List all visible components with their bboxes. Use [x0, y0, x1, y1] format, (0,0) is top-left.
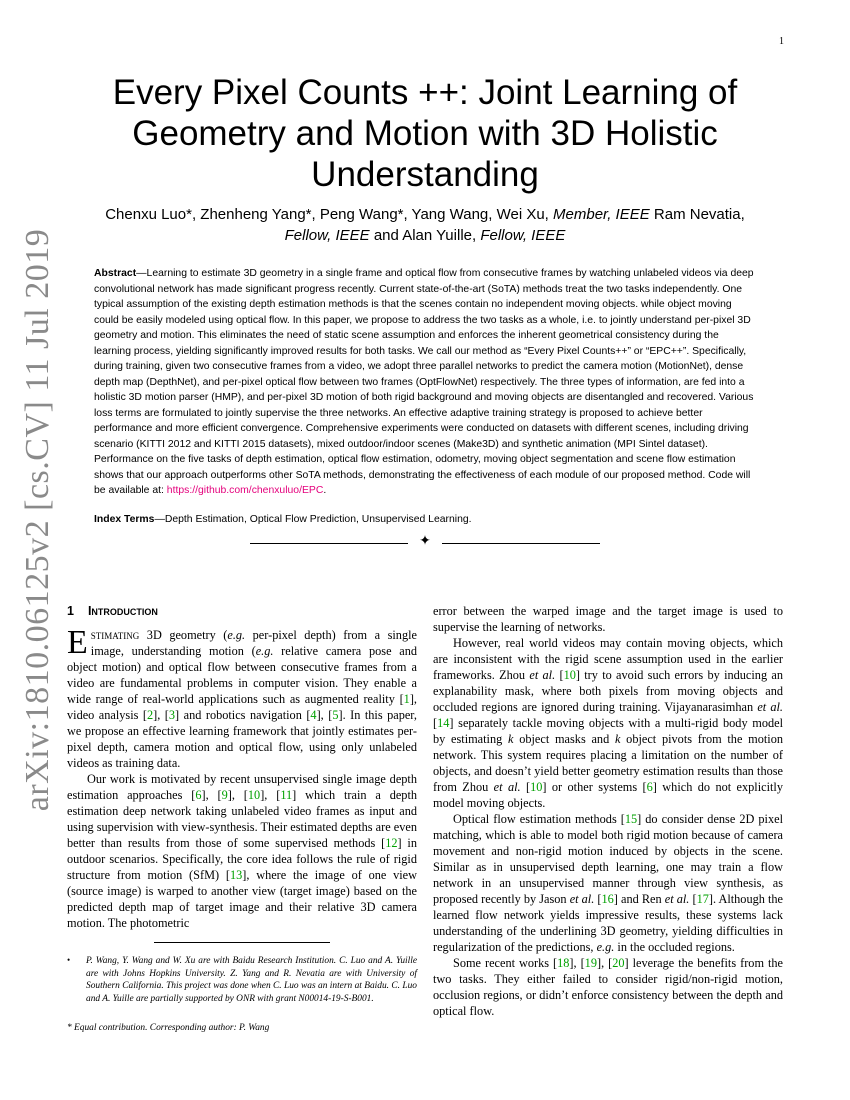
citation-link[interactable]: 4 — [310, 708, 317, 722]
text-span: Some recent works [ — [453, 956, 558, 970]
diamond-ornament-icon: ✦ — [419, 533, 431, 549]
text-span: [ — [520, 780, 531, 794]
citation-link[interactable]: 11 — [280, 788, 293, 802]
citation-link[interactable]: 15 — [624, 812, 638, 826]
left-column — [67, 603, 417, 931]
citation-link[interactable]: 20 — [612, 956, 625, 970]
text-span: relative camera pose and object motion) and optical flow between consecutive frames from a video are fundamental problems in computer vision. They enable a wide range of real-world applications such as augmented reality [ — [67, 644, 418, 706]
right-column — [433, 603, 783, 1019]
text-span: ], [ — [260, 788, 281, 802]
intro-paragraph-2-cont — [433, 603, 783, 635]
affiliation-member: Member, IEEE — [553, 206, 650, 223]
text-span: ] separately tackle moving objects with a multi-rigid body model by estimating — [433, 716, 783, 746]
intro-paragraph-5 — [433, 955, 783, 1019]
affiliation-fellow-1: Fellow, IEEE — [284, 227, 370, 244]
text-span: ], [ — [201, 788, 222, 802]
section-number: 1 — [67, 604, 74, 618]
affiliation-footnote — [67, 955, 417, 1005]
section-divider — [250, 533, 600, 550]
text-span: ], [ — [227, 788, 248, 802]
text-span: ] try to avoid such errors by inducing an explanability mask, where both pixels from moving objects and occluded regions are ignored during training. Vijayanarasimhan — [433, 668, 783, 714]
text-span: 3D geometry ( — [139, 628, 228, 642]
text-span: [ — [689, 892, 697, 906]
text-span: ] and robotics navigation [ — [175, 708, 311, 722]
citation-link[interactable]: 9 — [221, 788, 228, 802]
math-variable: k — [508, 732, 514, 746]
text-italic: e.g. — [596, 940, 615, 954]
text-span: [ — [555, 668, 564, 682]
text-span: in the occluded regions. — [614, 940, 735, 954]
divider-line-right — [442, 543, 600, 544]
citation-link[interactable]: 2 — [146, 708, 154, 722]
intro-paragraph-3 — [433, 635, 783, 811]
abstract — [94, 266, 756, 499]
index-terms-text: —Depth Estimation, Optical Flow Prediction, Unsupervised Learning. — [154, 514, 472, 525]
affiliation-text: P. Wang, Y. Wang and W. Xu are with Baidu Research Institution. C. Luo and A. Yuille are with Johns Hopkins University. Z. Yang and R. Nevatia are with University of Southern California. This project was done when C. Luo was an intern at Baidu. C. Luo and A. Yuille are partially supported by ONR with grant N00014-19-S-B001. — [86, 956, 417, 1004]
text-span: ], [ — [153, 708, 169, 722]
citation-link[interactable]: 6 — [195, 788, 202, 802]
paper-title: Every Pixel Counts ++: Joint Learning of Geometry and Motion with 3D Holistic Understanding — [112, 73, 738, 194]
text-italic: et al. — [664, 892, 690, 906]
citation-link[interactable]: 1 — [403, 692, 410, 706]
citation-link[interactable]: 13 — [229, 868, 243, 882]
section-heading — [67, 603, 417, 619]
text-span: object pivots from the motion network. This system requires placing a limitation on the number of objects, and doesn’t yield better geometry estimation results than those from Zhou — [433, 732, 783, 794]
section-title: Introduction — [87, 604, 158, 618]
text-span: ]. Although the learned flow network yields impressive results, these systems lack understanding of the underlining 3D geometry, yielding difficulties in regularization of the predictions, — [433, 892, 784, 954]
arxiv-side-stamp — [0, 0, 60, 1100]
text-italic: et al. — [757, 700, 783, 714]
bullet-icon: • — [67, 955, 71, 965]
text-span: ], video analysis [ — [67, 692, 417, 722]
citation-link[interactable]: 10 — [247, 788, 261, 802]
citation-link[interactable]: 10 — [563, 668, 576, 682]
citation-link[interactable]: 14 — [437, 716, 450, 730]
text-italic: e.g. — [227, 628, 246, 642]
intro-paragraph-1 — [67, 624, 418, 771]
drop-cap: E — [67, 624, 88, 661]
citation-link[interactable]: 12 — [385, 836, 398, 850]
footnote-rule — [154, 942, 330, 943]
text-span: ]. In this paper, we propose an effective learning framework that jointly estimates per-pixel depth, camera motion and optical flow, using only unlabeled videos as training data. — [67, 708, 417, 770]
text-italic: e.g. — [255, 644, 274, 658]
text-span: ] do consider dense 2D pixel matching, which is able to model both rigid motion because of camera movement and non-rigid motion induced by objects in the scene. Similar as in unsupervised depth learning, one may train a flow network in an unsupervised manner through view synthesis, as proposed recently by Jason — [433, 812, 783, 906]
equal-contribution-footnote: * Equal contribution. Corresponding author: P. Wang — [67, 1023, 270, 1033]
text-span: ] or other systems [ — [542, 780, 647, 794]
citation-link[interactable]: 19 — [584, 956, 597, 970]
page-number: 1 — [779, 36, 784, 47]
text-span: ], [ — [596, 956, 613, 970]
text-italic: et al. — [569, 892, 595, 906]
citation-link[interactable]: 6 — [646, 780, 653, 794]
smallcaps-word: stimating — [90, 628, 140, 642]
text-span: per-pixel depth) from a single image, understanding motion ( — [90, 628, 417, 658]
math-variable: k — [614, 732, 621, 746]
text-span: ] and Ren — [613, 892, 665, 906]
code-link[interactable]: https://github.com/chenxuluo/EPC — [166, 485, 324, 496]
author-names: Chenxu Luo*, Zhenheng Yang*, Peng Wang*, Yang Wang, Wei Xu, — [105, 206, 549, 223]
citation-link[interactable]: 10 — [530, 780, 543, 794]
citation-link[interactable]: 16 — [601, 892, 614, 906]
citation-link[interactable]: 5 — [332, 708, 339, 722]
author-list — [100, 204, 750, 246]
citation-link[interactable]: 3 — [168, 708, 176, 722]
text-span: However, real world videos may contain moving objects, which are inconsistent with the rigid scene assumption used in the earlier frameworks. Zhou — [433, 636, 783, 682]
text-span: ], [ — [316, 708, 333, 722]
index-terms — [94, 512, 756, 527]
author-yuille: and Alan Yuille, — [373, 227, 477, 244]
citation-link[interactable]: 17 — [696, 892, 709, 906]
abstract-text: —Learning to estimate 3D geometry in a single frame and optical flow from consecutive frames by watching unlabeled videos via deep convolutional network has made significant progress recently. Current state-of-the-art (SoTA) methods treat the two tasks independently. One typical assumption of the existing depth estimation methods is that the scenes contain no independent moving objects. while object moving could be easily modeled using optical flow. In this paper, we propose to address the two tasks as a whole, i.e. to jointly understand per-pixel 3D geometry and motion. This eliminates the need of static scene assumption and enforces the inherent geometrical consistency during the learning process, yielding significantly improved results for both tasks. We call our method as “Every Pixel Counts++” or “EPC++”. Specifically, during training, given two consecutive frames from a video, we adopt three parallel networks to predict the camera motion (MotionNet), dense depth map (DepthNet), and per-pixel optical flow between two frames (OptFlowNet) respectively. The three types of information, are fed into a holistic 3D motion parser (HMP), and per-pixel 3D motion of both rigid background and moving objects are disentangled and recovered. Various loss terms are formulated to jointly supervise the three networks. An effective adaptive training strategy is proposed to achieve better performance and more efficient convergence. Comprehensive experiments were conducted on datasets with different scenes, including driving scenario (KITTI 2012 and KITTI 2015 datasets), mixed outdoor/indoor scenes (Make3D) and synthetic animation (MPI Sintel dataset). Performance on the five tasks of depth estimation, optical flow estimation, odometry, moving object segmentation and scene flow estimation shows that our approach outperforms other SoTA methods, demonstrating the effectiveness of each module of our proposed method. Code will be available at: — [94, 268, 754, 496]
text-span: [ — [433, 716, 438, 730]
text-span: ], where the image of one view (source image) is warped to another view (target image) based on the predicted depth map of target image and their relative 3D camera motion. The photometric — [67, 868, 418, 930]
text-span: ] which train a depth estimation deep network taking unlabeled video frames as input and using supervision with view-synthesis. Their estimated depths are even better than results from those of some supervised methods [ — [67, 788, 418, 850]
text-italic: et al. — [529, 668, 556, 682]
text-span: [ — [594, 892, 602, 906]
intro-paragraph-2 — [67, 771, 417, 931]
intro-paragraph-4 — [433, 811, 783, 955]
affiliation-fellow-2: Fellow, IEEE — [480, 227, 566, 244]
arxiv-identifier[interactable]: arXiv:1810.06125v2 [cs.CV] 11 Jul 2019 — [19, 228, 56, 812]
divider-line-left — [250, 543, 408, 544]
text-span: ] which do not explicitly model moving objects. — [433, 780, 783, 810]
text-span: object masks and — [513, 732, 615, 746]
citation-link[interactable]: 18 — [557, 956, 570, 970]
text-span: ] in outdoor scenarios. Specifically, the core idea follows the rule of rigid structure from motion (SfM) [ — [67, 836, 417, 882]
abstract-label: Abstract — [94, 268, 137, 279]
text-span: ], [ — [569, 956, 585, 970]
text-span: Our work is motivated by recent unsupervised single image depth estimation approaches [ — [67, 772, 417, 802]
index-terms-label: Index Terms — [94, 514, 155, 525]
text-span: error between the warped image and the target image is used to supervise the learning of networks. — [433, 604, 783, 634]
text-span: Optical flow estimation methods [ — [453, 812, 625, 826]
text-italic: et al. — [493, 780, 521, 794]
author-nevatia: Ram Nevatia, — [653, 206, 745, 223]
text-span: ] leverage the benefits from the two tasks. They either failed to consider rigid/non-rigid motion, occlusion regions, or didn’t enforce consistency between the depth and optical flow. — [433, 956, 784, 1018]
abstract-end: . — [323, 485, 327, 496]
